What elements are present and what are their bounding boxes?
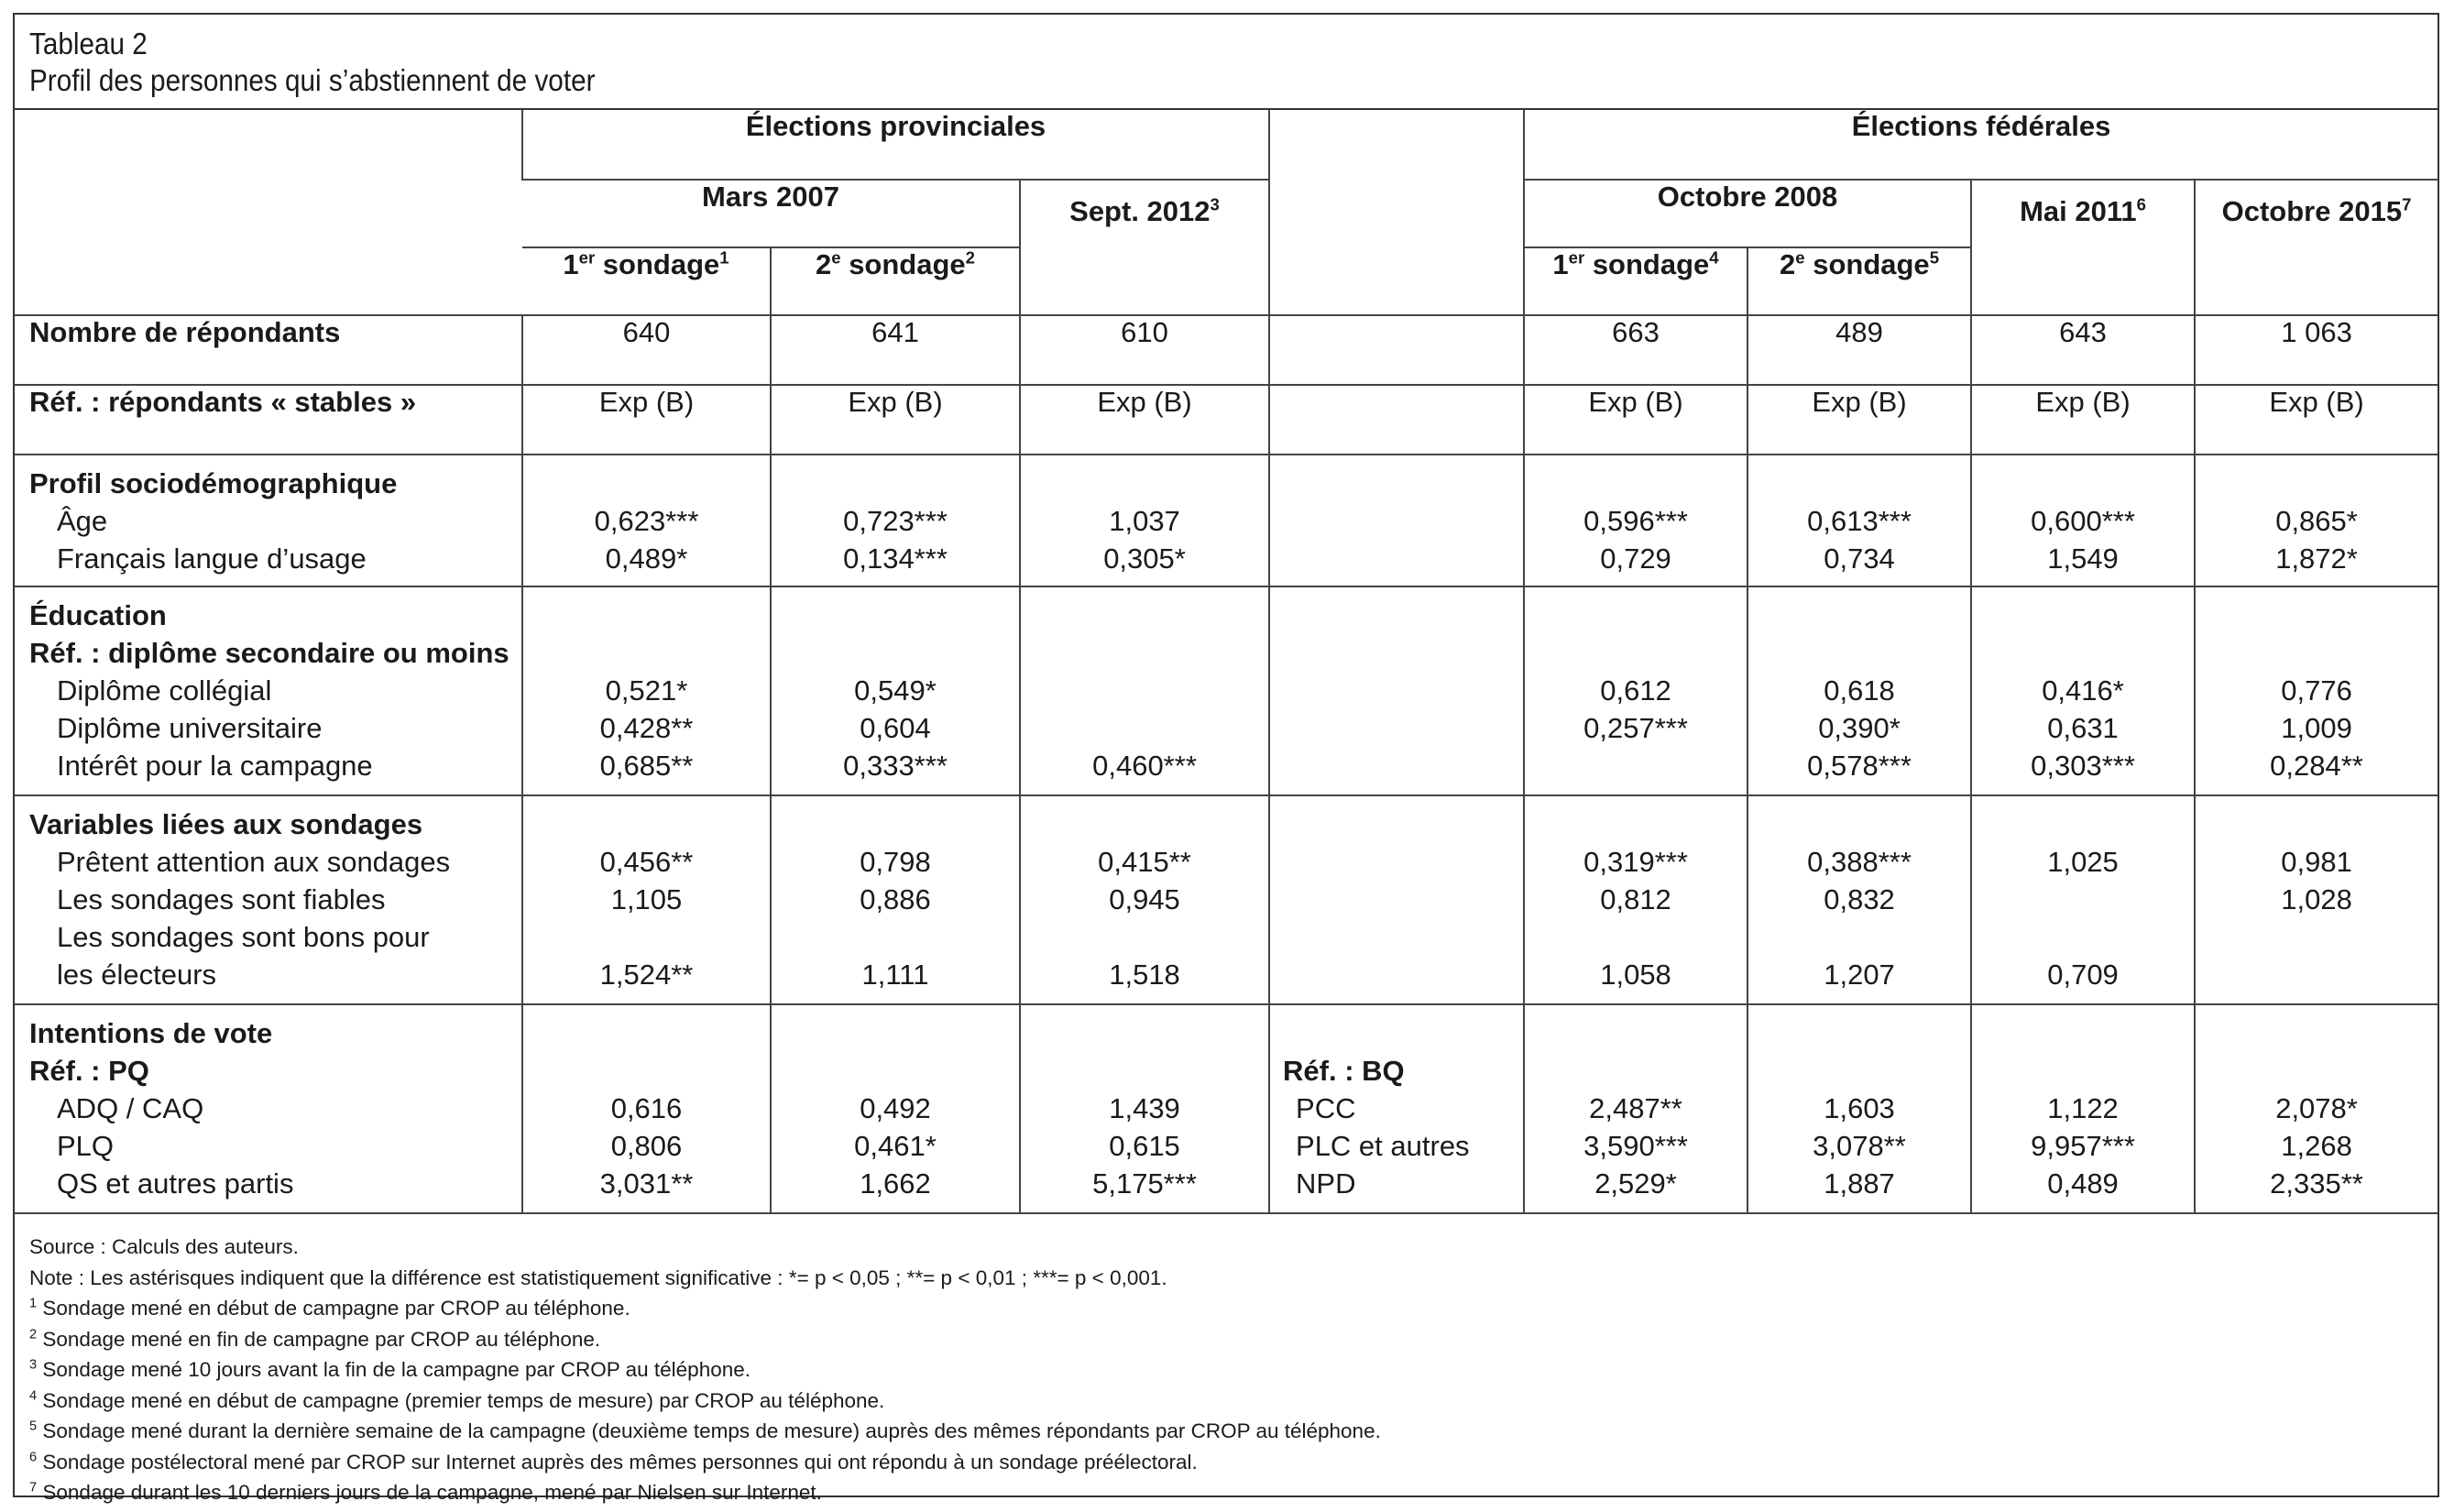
cell: 0,388***: [1807, 846, 1912, 878]
col-cells: [1020, 455, 1269, 586]
cell: 0,945: [1109, 883, 1180, 915]
footnote-6: $^6$ Sondage postélectoral mené par CROP sur Internet auprès des mêmes personnes qui ont répondu à un sondage préélectoral.: [29, 1450, 1198, 1474]
intentions-labels: [15, 1004, 522, 1213]
row-label: PLC et autres: [1296, 1130, 1470, 1162]
cell: Exp (B): [1020, 385, 1269, 455]
header-empty-spacer: [1269, 110, 1524, 315]
cell: 1,439: [1109, 1092, 1180, 1124]
section-sondages: [15, 795, 2438, 1004]
cell: Exp (B): [2195, 385, 2438, 455]
col-cells: [771, 1004, 1020, 1213]
cell: 2,487**: [1589, 1092, 1682, 1124]
cell: 0,390*: [1818, 712, 1901, 744]
cell: 0,489: [2047, 1167, 2119, 1200]
cell-empty: [1269, 385, 1524, 455]
reference-label: Réf. : diplôme secondaire ou moins: [29, 637, 509, 669]
cell: 1,887: [1824, 1167, 1895, 1200]
cell: 1,207: [1824, 959, 1895, 991]
cell: 0,428**: [599, 712, 694, 744]
col-cells: [2195, 795, 2438, 1004]
header-sondage-2-fed: 2e sondage$^5$: [1747, 247, 1971, 315]
cell: 3,031**: [599, 1167, 694, 1200]
col-cells: [1524, 455, 1747, 586]
table-number: Tableau 2: [29, 27, 148, 60]
cell: 0,134***: [843, 542, 948, 575]
cell: [1972, 881, 2194, 918]
row-label: Réf. : répondants « stables »: [15, 385, 522, 455]
cell: 0,284**: [2270, 750, 2363, 782]
cell: 1,872*: [2275, 542, 2358, 575]
col-cells: [522, 1004, 771, 1213]
cell: 0,776: [2281, 674, 2352, 707]
cell: 0,578***: [1807, 750, 1912, 782]
col-cells: [522, 586, 771, 795]
reference-label: Réf. : BQ: [1283, 1055, 1405, 1087]
cell: 0,615: [1109, 1130, 1180, 1162]
row-label: Âge: [57, 505, 108, 537]
cell: 0,492: [860, 1092, 931, 1124]
col-cells: [1747, 586, 1971, 795]
col-cells: [2195, 586, 2438, 795]
cell: 2,078*: [2275, 1092, 2358, 1124]
cell-empty: [1269, 315, 1524, 385]
cell: 0,549*: [854, 674, 937, 707]
footnote-4: $^4$ Sondage mené en début de campagne (premier temps de mesure) par CROP au téléphone.: [29, 1388, 885, 1412]
col-cells: [1020, 586, 1269, 795]
cell: 0,865*: [2275, 505, 2358, 537]
col-cells: [771, 795, 1020, 1004]
cell: 0,723***: [843, 505, 948, 537]
cell: 1,122: [2047, 1092, 2119, 1124]
header-oct-2008: Octobre 2008: [1524, 180, 1971, 247]
cell: 0,415**: [1098, 846, 1191, 878]
cell-empty: [1269, 795, 1524, 1004]
row-nombre-repondants: [15, 315, 2438, 385]
cell: [2196, 956, 2438, 993]
col-cells: [771, 586, 1020, 795]
header-empty-label: [15, 110, 522, 315]
cell: 2,529*: [1594, 1167, 1677, 1200]
header-sondage-1-fed: 1er sondage$^4$: [1524, 247, 1747, 315]
col-cells: [771, 455, 1020, 586]
cell: 5,175***: [1092, 1167, 1197, 1200]
cell: Exp (B): [1747, 385, 1971, 455]
row-label: Nombre de répondants: [15, 315, 522, 385]
cell: 640: [522, 315, 771, 385]
cell: 1,028: [2281, 883, 2352, 915]
row-label: Les sondages sont bons pour: [57, 921, 430, 953]
cell: 0,604: [860, 712, 931, 744]
education-labels: [15, 586, 522, 795]
footnote-3: $^3$ Sondage mené 10 jours avant la fin de la campagne par CROP au téléphone.: [29, 1357, 750, 1381]
cell: 0,521*: [605, 674, 688, 707]
cell: 1,058: [1600, 959, 1671, 991]
cell: 0,709: [2047, 959, 2119, 991]
cell: 0,806: [610, 1130, 683, 1162]
cell: 0,618: [1824, 674, 1895, 707]
row-ref-stables: [15, 385, 2438, 455]
cell: 0,596***: [1583, 505, 1688, 537]
section-title: Variables liées aux sondages: [29, 808, 423, 840]
cell: 0,631: [2047, 712, 2119, 744]
cell: 0,461*: [854, 1130, 937, 1162]
row-label: NPD: [1296, 1167, 1356, 1200]
col-cells: [1971, 1004, 2195, 1213]
row-label: Les sondages sont fiables: [57, 883, 386, 915]
row-label: Diplôme universitaire: [57, 712, 323, 744]
row-label: Prêtent attention aux sondages: [57, 846, 451, 878]
cell: 3,078**: [1813, 1130, 1906, 1162]
cell: 0,612: [1600, 674, 1671, 707]
cell: Exp (B): [1524, 385, 1747, 455]
col-cells: [1524, 795, 1747, 1004]
col-cells: [1020, 1004, 1269, 1213]
cell: 1,111: [861, 959, 929, 991]
col-cells: [1747, 795, 1971, 1004]
row-label: ADQ / CAQ: [57, 1092, 204, 1124]
cell: 0,613***: [1807, 505, 1912, 537]
header-federal: Élections fédérales: [1524, 110, 2438, 180]
col-cells: [1524, 586, 1747, 795]
cell: 0,303***: [2031, 750, 2135, 782]
header-sondage-2-prov: 2e sondage$^2$: [771, 247, 1020, 315]
cell: 0,456**: [599, 846, 694, 878]
cell: 1,105: [610, 883, 683, 915]
section-socio: [15, 455, 2438, 586]
cell: 1,518: [1109, 959, 1180, 991]
col-cells: [1971, 586, 2195, 795]
cell: 1,268: [2281, 1130, 2352, 1162]
cell: 663: [1524, 315, 1747, 385]
cell: 0,812: [1600, 883, 1671, 915]
cell: 0,886: [860, 883, 931, 915]
cell: 0,734: [1824, 542, 1895, 575]
cell: 1,009: [2281, 712, 2352, 744]
footnote-2: $^2$ Sondage mené en fin de campagne par CROP au téléphone.: [29, 1327, 601, 1351]
cell: 0,489*: [605, 542, 688, 575]
cell: 9,957***: [2031, 1130, 2135, 1162]
cell: 0,416*: [2042, 674, 2124, 707]
section-title: Profil sociodémographique: [29, 467, 398, 499]
cell: [1021, 672, 1268, 709]
cell: Exp (B): [1971, 385, 2195, 455]
cell: 1,603: [1824, 1092, 1895, 1124]
col-cells: [1971, 795, 2195, 1004]
cell: 1,662: [860, 1167, 931, 1200]
cell: 0,685**: [599, 750, 694, 782]
cell: 489: [1747, 315, 1971, 385]
socio-labels: [15, 455, 522, 586]
cell: 0,798: [860, 846, 931, 878]
cell: 0,257***: [1583, 712, 1688, 744]
table-notes: [15, 1219, 2438, 1508]
col-cells: [2195, 1004, 2438, 1213]
col-cells: [1524, 1004, 1747, 1213]
header-mars-2007: Mars 2007: [522, 180, 1020, 247]
cell: [1021, 709, 1268, 747]
cell: 1 063: [2195, 315, 2438, 385]
abstention-table: [15, 110, 2438, 1214]
significance-note: Note : Les astérisques indiquent que la différence est statistiquement significative : *= p < 0,05 ; **= p < 0,01 ; ***= p < 0,001.: [29, 1265, 1167, 1289]
source-note: Source : Calculs des auteurs.: [29, 1235, 299, 1258]
cell: 610: [1020, 315, 1269, 385]
cell: [1525, 747, 1747, 784]
table-title: Profil des personnes qui s’abstiennent de voter: [29, 63, 596, 97]
col-cells: [1747, 1004, 1971, 1213]
cell: 0,832: [1824, 883, 1895, 915]
row-label: PCC: [1296, 1092, 1356, 1124]
cell: 0,460***: [1092, 750, 1197, 782]
col-cells: [2195, 455, 2438, 586]
col-cells: [522, 795, 771, 1004]
cell-empty: [1269, 586, 1524, 795]
section-education: [15, 586, 2438, 795]
cell: 0,623***: [594, 505, 699, 537]
cell: 1,549: [2047, 542, 2119, 575]
section-intentions: [15, 1004, 2438, 1213]
header-row-elections: [15, 110, 2438, 180]
cell: 0,600***: [2031, 505, 2135, 537]
federal-intentions-labels: [1269, 1004, 1524, 1213]
footnote-1: $^1$ Sondage mené en début de campagne par CROP au téléphone.: [29, 1296, 630, 1320]
cell: 3,590***: [1583, 1130, 1688, 1162]
row-label: Intérêt pour la campagne: [57, 750, 373, 782]
cell: 1,524**: [599, 959, 694, 991]
cell: Exp (B): [522, 385, 771, 455]
header-sondage-1-prov: 1er sondage$^1$: [522, 247, 771, 315]
cell: 0,333***: [843, 750, 948, 782]
footnote-7: $^7$ Sondage durant les 10 derniers jours de la campagne, mené par Nielsen sur Internet.: [29, 1480, 822, 1504]
cell: Exp (B): [771, 385, 1020, 455]
cell: 1,025: [2047, 846, 2119, 878]
cell: 2,335**: [2270, 1167, 2363, 1200]
header-provincial: Élections provinciales: [522, 110, 1269, 180]
row-label: PLQ: [57, 1130, 115, 1162]
row-label: les électeurs: [57, 959, 217, 991]
cell: 0,305*: [1103, 542, 1186, 575]
table-caption: [15, 15, 2438, 110]
cell: 1,037: [1109, 505, 1180, 537]
sondages-labels: [15, 795, 522, 1004]
cell: 641: [771, 315, 1020, 385]
row-label: QS et autres partis: [57, 1167, 294, 1200]
row-label: Diplôme collégial: [57, 674, 272, 707]
section-title: Intentions de vote: [29, 1017, 273, 1049]
col-cells: [1747, 455, 1971, 586]
table-frame: [13, 13, 2439, 1504]
footnote-5: $^5$ Sondage mené durant la dernière semaine de la campagne (deuxième temps de mesure) auprès des mêmes répondants par CROP au téléphone.: [29, 1419, 1381, 1442]
cell: 0,981: [2281, 846, 2352, 878]
section-title: Éducation: [29, 599, 167, 631]
cell: 643: [1971, 315, 2195, 385]
col-cells: [1971, 455, 2195, 586]
row-label: Français langue d’usage: [57, 542, 367, 575]
header-oct-2015: Octobre 2015$^7$: [2195, 180, 2438, 315]
header-mai-2011: Mai 2011$^6$: [1971, 180, 2195, 315]
col-cells: [1020, 795, 1269, 1004]
cell-empty: [1269, 455, 1524, 586]
cell: 0,729: [1600, 542, 1671, 575]
cell: 0,319***: [1583, 846, 1688, 878]
cell: 0,616: [610, 1092, 683, 1124]
header-sept-2012: Sept. 2012$^3$: [1020, 180, 1269, 315]
reference-label: Réf. : PQ: [29, 1055, 149, 1087]
col-cells: [522, 455, 771, 586]
